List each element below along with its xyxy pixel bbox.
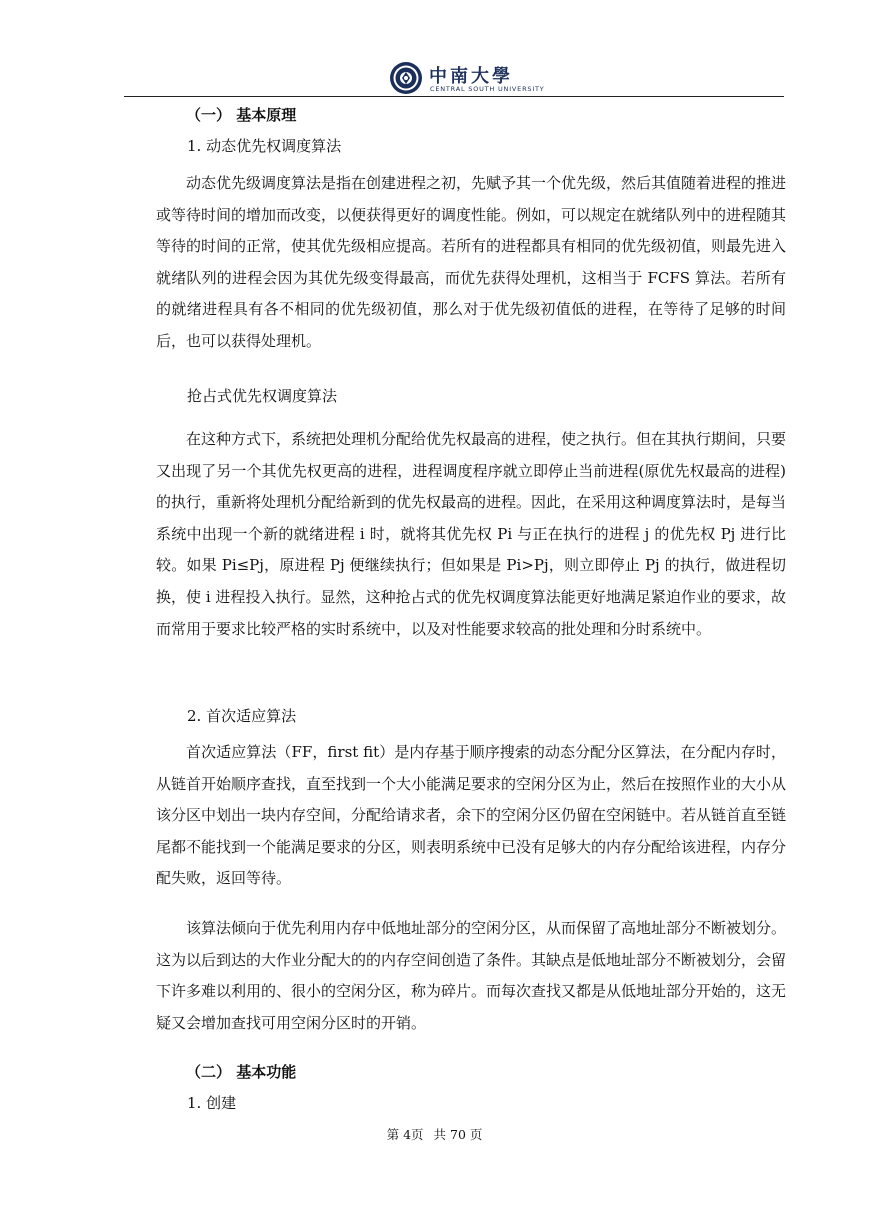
page-total: 共 70 页 — [433, 1127, 483, 1142]
university-logo — [389, 61, 545, 95]
paragraph-first-fit-analysis: 该算法倾向于优先利用内存中低地址部分的空闲分区，从而保留了高地址部分不断被划分。这为以后到达的大作业分配大的的内存空间创造了条件。其缺点是低地址部分不断被划分，会留下许多难以利用的、很小的空闲分区，称为碎片。而每次查找又都是从低地址部分开始的，这无疑又会增加查找可用空闲分区时的开销。 — [156, 919, 787, 1032]
university-name-cn: 中南大學 — [429, 66, 513, 87]
page-header — [0, 0, 869, 100]
section-heading-basic-function: （二） 基本功能 — [186, 1063, 297, 1081]
subtitle-preemptive-priority: 抢占式优先权调度算法 — [187, 387, 338, 405]
item-title-first-fit: 2. 首次适应算法 — [187, 707, 297, 725]
page-number: 第 4页 — [386, 1127, 424, 1142]
paragraph-first-fit: 首次适应算法（FF，first fit）是内存基于顺序搜索的动态分配分区算法，在分配内存时，从链首开始顺序查找，直至找到一个大小能满足要求的空闲分区为止，然后在按照作业的大小从该分区中划出一块内存空间，分配给请求者，余下的空闲分区仍留在空闲链中。若从链首直至链尾都不能找到一个能满足要求的分区，则表明系统中已没有足够大的内存分配给该进程，内存分配失败，返回等待。 — [156, 743, 787, 888]
page-footer — [0, 1125, 869, 1143]
section-heading-basic-principle: （一） 基本原理 — [186, 106, 297, 124]
item-title-create: 1. 创建 — [187, 1094, 237, 1112]
paragraph-preemptive-priority: 在这种方式下，系统把处理机分配给优先权最高的进程，使之执行。但在其执行期间，只要又出现了另一个其优先权更高的进程，进程调度程序就立即停止当前进程(原优先权最高的进程)的执行，重新将处理机分配给新到的优先权最高的进程。因此，在采用这种调度算法时，是每当系统中出现一个新的就绪进程 i 时，就将其优先权 Pi 与正在执行的进程 j 的优先权 Pj 进行比较。如果 Pi≤Pj，原进程 Pj 便继续执行；但如果是 Pi>Pj，则立即停止 Pj 的执行，做进程切换，使 i 进程投入执行。显然，这种抢占式的优先权调度算法能更好地满足紧迫作业的要求，故而常用于要求比较严格的实时系统中，以及对性能要求较高的批处理和分时系统中。 — [156, 430, 787, 638]
university-emblem-icon — [389, 61, 423, 95]
university-name-en: CENTRAL SOUTH UNIVERSITY — [430, 85, 545, 93]
item-title-dynamic-priority: 1. 动态优先权调度算法 — [187, 137, 342, 155]
header-divider — [124, 96, 784, 97]
paragraph-dynamic-priority: 动态优先级调度算法是指在创建进程之初，先赋予其一个优先级，然后其值随着进程的推进或等待时间的增加而改变，以便获得更好的调度性能。例如，可以规定在就绪队列中的进程随其等待的时间的正常，使其优先级相应提高。若所有的进程都具有相同的优先级初值，则最先进入就绪队列的进程会因为其优先级变得最高，而优先获得处理机，这相当于 FCFS 算法。若所有的就绪进程具有各不相同的优先级初值，那么对于优先级初值低的进程，在等待了足够的时间后，也可以获得处理机。 — [156, 174, 787, 350]
